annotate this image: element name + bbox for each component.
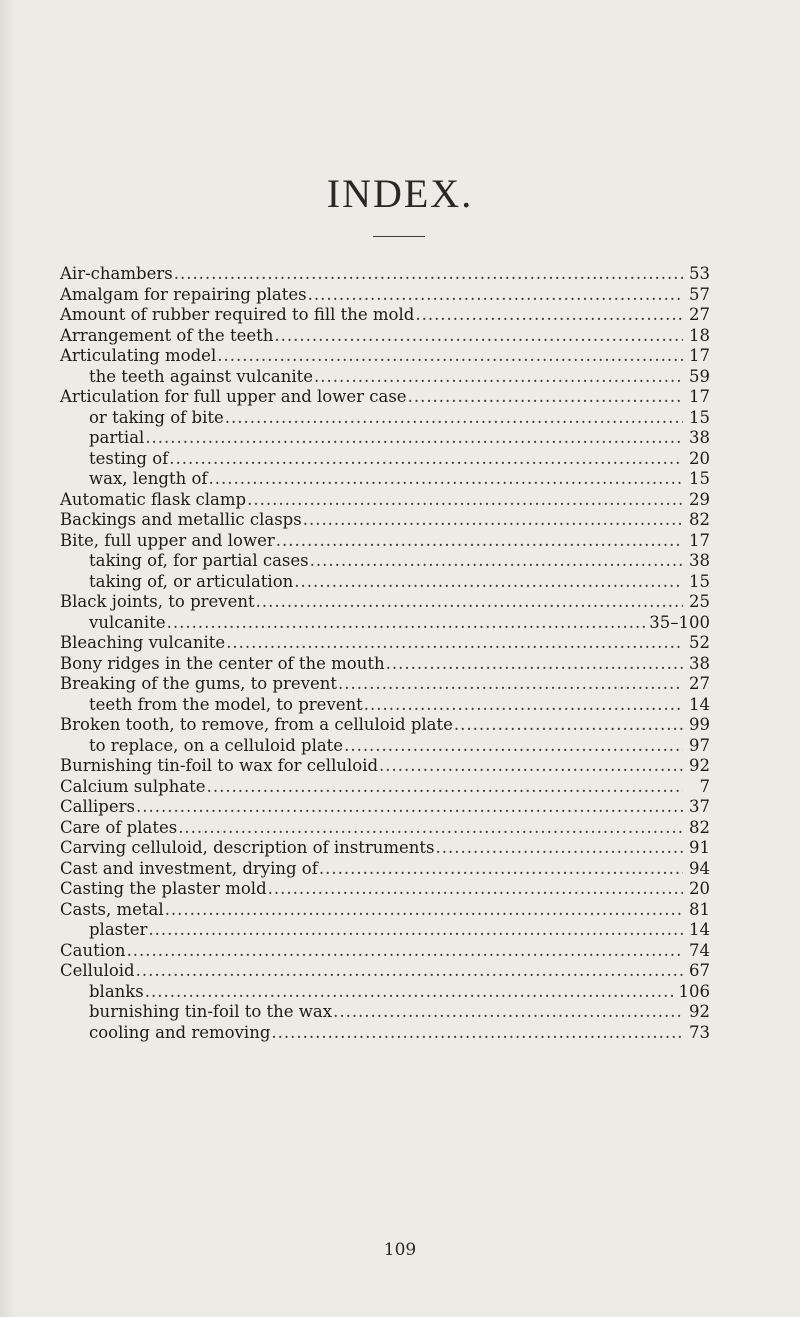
dot-leader <box>303 510 683 531</box>
entry-page-number: 99 <box>689 715 710 734</box>
entry-page-number: 67 <box>689 961 710 980</box>
dot-leader <box>276 531 683 552</box>
entry-page-number: 27 <box>689 674 710 693</box>
dot-leader <box>314 367 683 388</box>
index-entry <box>60 654 710 675</box>
index-subentry <box>60 1002 710 1023</box>
entry-page-number: 73 <box>689 1022 710 1042</box>
entry-label: blanks <box>89 981 144 1001</box>
dot-leader <box>145 428 683 449</box>
dot-leader <box>344 736 683 757</box>
entry-page-number: 15 <box>689 407 710 427</box>
entry-page-number: 57 <box>689 284 710 304</box>
dot-leader <box>136 797 683 818</box>
entry-label: vulcanite <box>89 612 166 632</box>
dot-leader <box>386 654 683 675</box>
entry-page-number: 38 <box>689 653 710 673</box>
entry-page-number: 82 <box>689 510 710 529</box>
index-entry <box>60 326 710 347</box>
index-entry <box>60 674 710 695</box>
index-entry <box>60 490 710 511</box>
index-entry <box>60 510 710 531</box>
dot-leader <box>379 756 683 777</box>
index-subentry <box>60 408 710 429</box>
entry-page-number: 35–100 <box>649 612 710 632</box>
entry-label: plaster <box>89 920 148 939</box>
entry-label: Breaking of the gums, to prevent <box>60 674 338 693</box>
index-entry <box>60 900 710 921</box>
dot-leader <box>169 449 683 470</box>
entry-label: Amalgam for repairing plates <box>60 284 307 304</box>
entry-page-number: 97 <box>689 735 710 755</box>
entry-label: Bite, full upper and lower <box>60 530 275 550</box>
entry-label: Caution <box>60 940 126 960</box>
index-entry <box>60 633 710 654</box>
entry-label: Articulating model <box>60 346 217 365</box>
index-entry <box>60 797 710 818</box>
entry-page-number: 17 <box>689 346 710 365</box>
entry-page-number: 81 <box>689 899 710 919</box>
entry-label: Casts, metal <box>60 899 164 919</box>
index-entry <box>60 818 710 839</box>
entry-page-number: 38 <box>689 551 710 570</box>
dot-leader <box>174 264 683 285</box>
entry-page-number: 92 <box>689 756 710 775</box>
index-entry <box>60 346 710 367</box>
dot-leader <box>415 305 683 326</box>
entry-label: Care of plates <box>60 817 178 837</box>
index-entry <box>60 264 710 285</box>
index-subentry <box>60 736 710 757</box>
entry-label: to replace, on a celluloid plate <box>89 735 344 755</box>
entry-page-number: 91 <box>689 838 710 857</box>
entry-label: Amount of rubber required to fill the mold <box>60 305 415 324</box>
entry-label: testing of <box>89 448 169 468</box>
dot-leader <box>274 326 683 347</box>
entry-label: or taking of bite <box>89 407 224 427</box>
entry-label: Arrangement of the teeth <box>60 325 274 345</box>
dot-leader <box>454 715 683 736</box>
index-entry <box>60 859 710 880</box>
dot-leader <box>136 961 683 982</box>
index-entry <box>60 961 710 982</box>
entry-page-number: 17 <box>689 387 710 406</box>
entry-label: Backings and metallic clasps <box>60 510 302 529</box>
entry-page-number: 17 <box>689 530 710 550</box>
entry-label: wax, length of <box>89 469 208 488</box>
dot-leader <box>338 674 683 695</box>
entry-page-number: 38 <box>689 428 710 447</box>
entry-label: partial <box>89 428 145 447</box>
dot-leader <box>167 613 647 634</box>
dot-leader <box>408 387 683 408</box>
entry-page-number: 106 <box>678 981 710 1001</box>
dot-leader <box>247 490 683 511</box>
index-subentry <box>60 572 710 593</box>
dot-leader <box>165 900 683 921</box>
dot-leader <box>217 346 683 367</box>
dot-leader <box>436 838 683 859</box>
entry-label: the teeth against vulcanite <box>89 366 314 386</box>
entry-label: burnishing tin-foil to the wax <box>89 1002 333 1021</box>
entry-label: Celluloid <box>60 961 135 980</box>
index-entry <box>60 285 710 306</box>
index-subentry <box>60 695 710 716</box>
page-title: INDEX. <box>326 171 474 216</box>
entry-label: taking of, for partial cases <box>89 551 309 570</box>
entry-label: Carving celluloid, description of instruments <box>60 838 435 857</box>
entry-label: Casting the plaster mold <box>60 879 267 898</box>
entry-label: Black joints, to prevent <box>60 592 255 611</box>
entry-label: Cast and investment, drying of <box>60 858 318 878</box>
dot-leader <box>178 818 683 839</box>
title-divider <box>373 236 425 237</box>
entry-label: taking of, or articulation <box>89 571 294 591</box>
page-number: 109 <box>383 1240 417 1260</box>
entry-label: Articulation for full upper and lower case <box>60 387 407 406</box>
entry-page-number: 94 <box>689 858 710 878</box>
dot-leader <box>271 1023 683 1044</box>
entry-page-number: 18 <box>689 325 710 345</box>
entry-page-number: 15 <box>689 469 710 488</box>
entry-page-number: 20 <box>689 448 710 468</box>
index-entry <box>60 592 710 613</box>
index-subentry <box>60 469 710 490</box>
entry-page-number: 52 <box>689 633 710 652</box>
index-subentry <box>60 428 710 449</box>
entry-label: Bony ridges in the center of the mouth <box>60 653 385 673</box>
dot-leader <box>308 285 683 306</box>
index-subentry <box>60 551 710 572</box>
entry-page-number: 27 <box>689 305 710 324</box>
dot-leader <box>364 695 683 716</box>
index-subentry <box>60 982 710 1003</box>
index-entry-list <box>60 264 710 1043</box>
dot-leader <box>333 1002 683 1023</box>
index-subentry <box>60 613 710 634</box>
index-entry <box>60 715 710 736</box>
index-entry <box>60 756 710 777</box>
dot-leader <box>319 859 683 880</box>
dot-leader <box>209 469 683 490</box>
entry-label: Burnishing tin-foil to wax for celluloid <box>60 756 379 775</box>
dot-leader <box>207 777 683 798</box>
dot-leader <box>145 982 676 1003</box>
entry-page-number: 25 <box>689 592 710 611</box>
entry-page-number: 82 <box>689 817 710 837</box>
entry-label: cooling and removing <box>89 1022 271 1042</box>
entry-page-number: 53 <box>689 264 710 283</box>
index-entry <box>60 305 710 326</box>
entry-page-number: 15 <box>689 571 710 591</box>
index-subentry <box>60 449 710 470</box>
dot-leader <box>127 941 683 962</box>
index-subentry <box>60 1023 710 1044</box>
entry-page-number: 14 <box>689 694 710 714</box>
entry-page-number: 37 <box>689 797 710 816</box>
entry-label: Calcium sulphate <box>60 776 206 796</box>
index-entry <box>60 387 710 408</box>
dot-leader <box>225 408 683 429</box>
index-entry <box>60 879 710 900</box>
entry-label: Broken tooth, to remove, from a celluloid plate <box>60 715 453 734</box>
entry-page-number: 29 <box>689 489 710 509</box>
dot-leader <box>268 879 683 900</box>
dot-leader <box>294 572 683 593</box>
index-entry <box>60 777 710 798</box>
index-subentry <box>60 367 710 388</box>
entry-page-number: 7 <box>699 776 710 796</box>
entry-label: Air-chambers <box>60 264 173 283</box>
entry-page-number: 14 <box>689 920 710 939</box>
dot-leader <box>226 633 683 654</box>
entry-label: Automatic flask clamp <box>60 489 247 509</box>
entry-page-number: 20 <box>689 879 710 898</box>
dot-leader <box>148 920 683 941</box>
index-entry <box>60 838 710 859</box>
index-entry <box>60 531 710 552</box>
entry-label: Callipers <box>60 797 135 816</box>
entry-label: teeth from the model, to prevent <box>89 694 363 714</box>
dot-leader <box>310 551 683 572</box>
index-entry <box>60 941 710 962</box>
dot-leader <box>256 592 683 613</box>
entry-label: Bleaching vulcanite <box>60 633 226 652</box>
entry-page-number: 74 <box>689 940 710 960</box>
entry-page-number: 59 <box>689 366 710 386</box>
entry-page-number: 92 <box>689 1002 710 1021</box>
index-subentry <box>60 920 710 941</box>
